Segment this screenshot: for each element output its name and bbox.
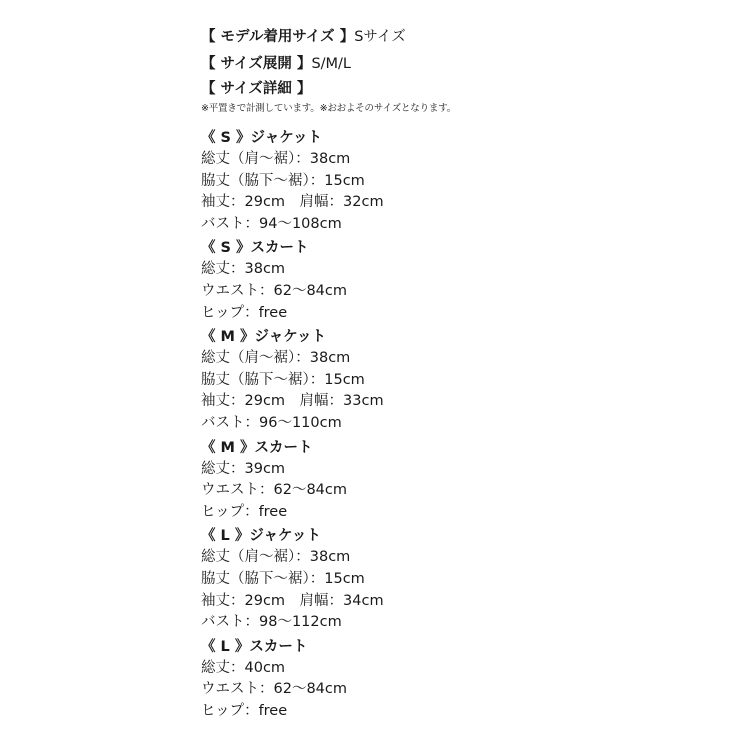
measurement-line: ヒップ：free [201, 304, 288, 321]
section-title: 《 S 》スカート [201, 240, 309, 257]
measurement-line: ヒップ：free [201, 702, 288, 719]
measurement-line: 脇丈（脇下～裾）：15cm [201, 172, 365, 189]
measurement-line: 総丈：40cm [201, 659, 286, 676]
section-title: 《 L 》スカート [201, 638, 308, 655]
measurement-line: 袖丈：29cm 肩幅：34cm [201, 592, 384, 609]
measurement-note: ※平置きで計測しています。※おおよそのサイズとなります。 [201, 103, 457, 114]
measurement-line: ヒップ：free [201, 503, 288, 520]
measurement-line: バスト：94～108cm [201, 215, 342, 232]
measurement-line: 総丈（肩～裾）：38cm [201, 350, 351, 367]
measurement-line: ウエスト：62～84cm [201, 681, 347, 698]
model-size-value: Sサイズ [354, 29, 406, 45]
model-size-row [201, 26, 721, 49]
section-title: 《 M 》ジャケット [201, 329, 327, 346]
section-title: 《 M 》スカート [201, 439, 313, 456]
measurement-line: 脇丈（脇下～裾）：15cm [201, 570, 365, 587]
measurement-line: バスト：96～110cm [201, 414, 342, 431]
size-section [201, 326, 721, 434]
size-section [201, 127, 721, 235]
size-section [201, 237, 721, 324]
measurement-line: 総丈：38cm [201, 261, 286, 278]
size-info [201, 26, 721, 722]
size-detail-row [201, 78, 721, 101]
section-title: 《 S 》ジャケット [201, 130, 323, 146]
size-section [201, 636, 721, 723]
size-range-row [201, 53, 721, 76]
measurement-line: 総丈：39cm [201, 460, 286, 477]
measurement-line: 袖丈：29cm 肩幅：33cm [201, 393, 384, 410]
measurement-line: バスト：98～112cm [201, 614, 342, 631]
size-section [201, 437, 721, 524]
model-size-label: 【 モデル着用サイズ 】 [201, 29, 355, 45]
measurement-line: 袖丈：29cm 肩幅：32cm [201, 194, 384, 211]
size-sections [201, 127, 721, 722]
section-title: 《 L 》ジャケット [201, 528, 321, 545]
measurement-line: 総丈（肩～裾）：38cm [201, 549, 351, 566]
measurement-line: ウエスト：62～84cm [201, 282, 347, 299]
size-range-value: S/M/L [311, 56, 352, 72]
measurement-line: 総丈（肩～裾）：38cm [201, 151, 351, 167]
size-section [201, 525, 721, 633]
measurement-line: 脇丈（脇下～裾）：15cm [201, 371, 365, 388]
measurement-line: ウエスト：62～84cm [201, 482, 347, 499]
size-range-label: 【 サイズ展開 】 [201, 56, 312, 72]
size-detail-label: 【 サイズ詳細 】 [201, 81, 312, 97]
